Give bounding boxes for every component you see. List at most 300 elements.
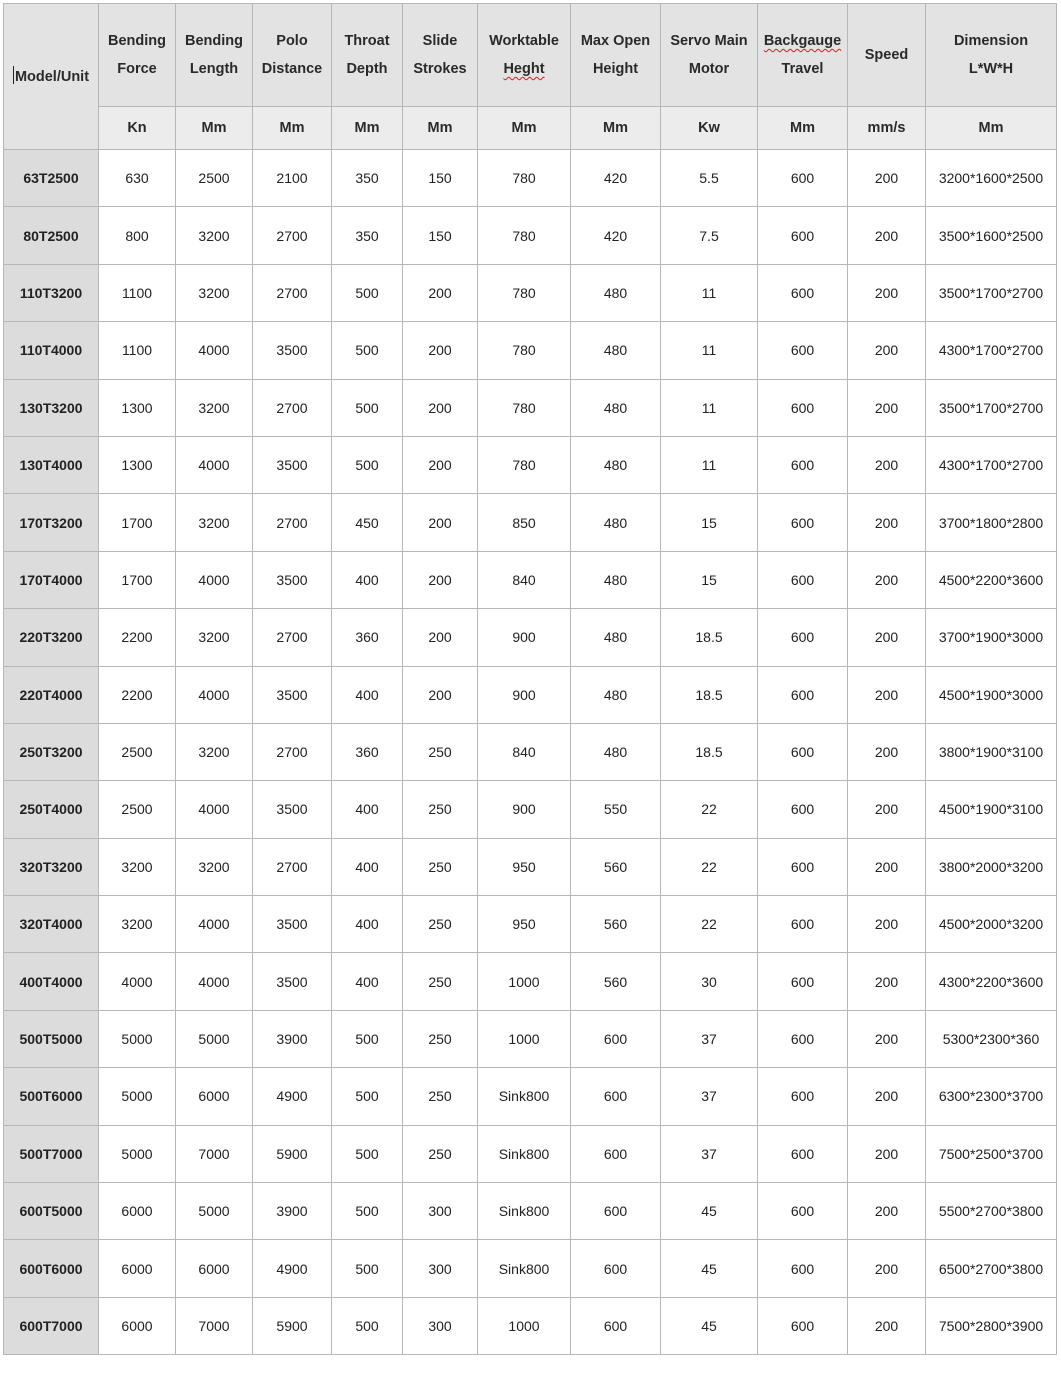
table-cell[interactable]: 560 (571, 838, 661, 895)
table-cell[interactable]: 2700 (253, 207, 332, 264)
table-cell[interactable]: 300 (403, 1240, 478, 1297)
text-cursor (13, 66, 14, 84)
table-cell[interactable]: 780 (478, 150, 571, 207)
table-cell[interactable]: 3200 (99, 896, 176, 953)
unit-cell[interactable]: Kw (661, 107, 758, 150)
table-cell[interactable]: 500 (332, 1240, 403, 1297)
table-cell[interactable]: 250 (403, 838, 478, 895)
table-cell[interactable]: 2700 (253, 264, 332, 321)
table-cell[interactable]: 45 (661, 1183, 758, 1240)
table-cell[interactable]: 400 (332, 551, 403, 608)
table-cell[interactable]: 4500*1900*3100 (926, 781, 1057, 838)
table-cell[interactable]: 500 (332, 379, 403, 436)
table-cell[interactable]: 200 (403, 609, 478, 666)
table-cell[interactable]: 6000 (176, 1068, 253, 1125)
table-cell[interactable]: 480 (571, 322, 661, 379)
table-cell[interactable]: 200 (848, 609, 926, 666)
table-cell[interactable]: 600 (758, 1297, 848, 1354)
table-cell[interactable]: 300 (403, 1183, 478, 1240)
table-cell[interactable]: 500 (332, 322, 403, 379)
table-cell[interactable]: 600 (758, 723, 848, 780)
column-header-label: Polo (276, 33, 308, 49)
table-cell[interactable]: 200 (848, 1240, 926, 1297)
table-cell[interactable]: 200 (848, 1183, 926, 1240)
table-cell[interactable]: 3200 (176, 838, 253, 895)
model-cell[interactable]: 250T4000 (4, 781, 99, 838)
table-cell[interactable]: 3200 (176, 723, 253, 780)
table-cell[interactable]: 18.5 (661, 723, 758, 780)
table-cell[interactable]: 600 (758, 436, 848, 493)
model-cell[interactable]: 220T3200 (4, 609, 99, 666)
table-cell[interactable]: 150 (403, 150, 478, 207)
table-cell[interactable]: 37 (661, 1068, 758, 1125)
model-cell[interactable]: 500T6000 (4, 1068, 99, 1125)
table-cell[interactable]: 600 (758, 207, 848, 264)
model-cell[interactable]: 63T2500 (4, 150, 99, 207)
table-cell[interactable]: 600 (758, 1010, 848, 1067)
table-cell[interactable]: 600 (571, 1183, 661, 1240)
model-cell[interactable]: 600T6000 (4, 1240, 99, 1297)
table-cell[interactable]: 600 (758, 1240, 848, 1297)
table-cell[interactable]: 600 (758, 1068, 848, 1125)
table-cell[interactable]: 1100 (99, 322, 176, 379)
table-cell[interactable]: 5900 (253, 1297, 332, 1354)
table-cell[interactable]: 780 (478, 322, 571, 379)
table-cell[interactable]: 600 (758, 1183, 848, 1240)
table-cell[interactable]: 7.5 (661, 207, 758, 264)
table-cell[interactable]: 3500 (253, 436, 332, 493)
model-cell[interactable]: 400T4000 (4, 953, 99, 1010)
table-cell[interactable]: 600 (758, 1125, 848, 1182)
table-cell[interactable]: 400 (332, 838, 403, 895)
table-cell[interactable]: 200 (848, 150, 926, 207)
column-header-label: Heght (503, 61, 545, 77)
table-cell[interactable]: 600 (571, 1125, 661, 1182)
table-row (4, 609, 1057, 666)
table-cell[interactable]: 950 (478, 896, 571, 953)
table-cell[interactable]: 2700 (253, 494, 332, 551)
column-header-label: Height (592, 61, 639, 77)
model-cell[interactable]: 110T3200 (4, 264, 99, 321)
table-cell[interactable]: 5900 (253, 1125, 332, 1182)
table-row (4, 150, 1057, 207)
table-cell[interactable]: 450 (332, 494, 403, 551)
table-cell[interactable]: 200 (848, 494, 926, 551)
table-cell[interactable]: 4500*2000*3200 (926, 896, 1057, 953)
table-cell[interactable]: 3500 (253, 666, 332, 723)
table-cell[interactable]: 3500 (253, 953, 332, 1010)
table-cell[interactable]: 200 (848, 953, 926, 1010)
table-cell[interactable]: 3200*1600*2500 (926, 150, 1057, 207)
table-cell[interactable]: 480 (571, 723, 661, 780)
table-cell[interactable]: 1700 (99, 494, 176, 551)
model-cell[interactable]: 220T4000 (4, 666, 99, 723)
table-cell[interactable]: 600 (571, 1240, 661, 1297)
table-row (4, 322, 1057, 379)
table-cell[interactable]: 560 (571, 896, 661, 953)
table-cell[interactable]: 900 (478, 666, 571, 723)
table-cell[interactable]: 800 (99, 207, 176, 264)
table-cell[interactable]: 4500*2200*3600 (926, 551, 1057, 608)
table-cell[interactable]: 3200 (176, 264, 253, 321)
table-cell[interactable]: 22 (661, 896, 758, 953)
table-cell[interactable]: 2500 (99, 781, 176, 838)
table-cell[interactable]: 6000 (176, 1240, 253, 1297)
table-cell[interactable]: 7000 (176, 1297, 253, 1354)
table-cell[interactable]: 400 (332, 781, 403, 838)
table-cell[interactable]: 840 (478, 723, 571, 780)
table-cell[interactable]: 600 (758, 666, 848, 723)
table-cell[interactable]: 500 (332, 1068, 403, 1125)
table-cell[interactable]: 2100 (253, 150, 332, 207)
table-cell[interactable]: 2200 (99, 609, 176, 666)
table-cell[interactable]: 2500 (99, 723, 176, 780)
table-cell[interactable]: 15 (661, 551, 758, 608)
model-cell[interactable]: 320T3200 (4, 838, 99, 895)
table-cell[interactable]: 200 (848, 322, 926, 379)
table-cell[interactable]: 6000 (99, 1297, 176, 1354)
table-cell[interactable]: 3200 (176, 494, 253, 551)
table-row (4, 1297, 1057, 1354)
table-cell[interactable]: 600 (571, 1068, 661, 1125)
table-cell[interactable]: 37 (661, 1010, 758, 1067)
table-cell[interactable]: Sink800 (478, 1183, 571, 1240)
table-cell[interactable]: 500 (332, 1010, 403, 1067)
table-cell[interactable]: 630 (99, 150, 176, 207)
table-cell[interactable]: 420 (571, 150, 661, 207)
model-cell[interactable]: 130T3200 (4, 379, 99, 436)
table-cell[interactable]: 250 (403, 781, 478, 838)
table-cell[interactable]: 4000 (176, 896, 253, 953)
column-header-label: Speed (864, 47, 909, 63)
unit-cell[interactable]: Mm (758, 107, 848, 150)
table-cell[interactable]: 350 (332, 150, 403, 207)
column-header-label: Force (117, 61, 157, 77)
table-cell[interactable]: 200 (403, 264, 478, 321)
model-cell[interactable]: 110T4000 (4, 322, 99, 379)
table-cell[interactable]: 560 (571, 953, 661, 1010)
table-cell[interactable]: 3500*1600*2500 (926, 207, 1057, 264)
table-cell[interactable]: 3500 (253, 896, 332, 953)
table-cell[interactable]: 4000 (176, 436, 253, 493)
table-cell[interactable]: 500 (332, 1183, 403, 1240)
table-cell[interactable]: 200 (403, 322, 478, 379)
table-cell[interactable]: 480 (571, 494, 661, 551)
model-cell[interactable]: 80T2500 (4, 207, 99, 264)
table-row (4, 666, 1057, 723)
table-cell[interactable]: 200 (848, 264, 926, 321)
column-header-label: Dimension (953, 33, 1029, 49)
column-header[interactable] (99, 4, 176, 107)
table-cell[interactable]: 3700*1800*2800 (926, 494, 1057, 551)
unit-cell[interactable]: Mm (478, 107, 571, 150)
unit-cell[interactable]: Mm (332, 107, 403, 150)
model-cell[interactable]: 130T4000 (4, 436, 99, 493)
table-cell[interactable]: 5.5 (661, 150, 758, 207)
table-cell[interactable]: 3500*1700*2700 (926, 264, 1057, 321)
table-cell[interactable]: 3500*1700*2700 (926, 379, 1057, 436)
table-cell[interactable]: 600 (758, 838, 848, 895)
table-cell[interactable]: 11 (661, 379, 758, 436)
table-cell[interactable]: 11 (661, 322, 758, 379)
table-cell[interactable]: 3700*1900*3000 (926, 609, 1057, 666)
table-cell[interactable]: 780 (478, 264, 571, 321)
table-cell[interactable]: 11 (661, 436, 758, 493)
table-cell[interactable]: 200 (403, 551, 478, 608)
column-header-label: Distance (261, 61, 323, 77)
column-header[interactable] (661, 4, 758, 107)
corner-label: Model/Unit (14, 68, 90, 85)
table-cell[interactable]: 3500 (253, 551, 332, 608)
table-cell[interactable]: 200 (848, 896, 926, 953)
table-cell[interactable]: 4000 (176, 953, 253, 1010)
table-cell[interactable]: 600 (758, 379, 848, 436)
table-cell[interactable]: 22 (661, 781, 758, 838)
table-cell[interactable]: 1000 (478, 1297, 571, 1354)
table-cell[interactable]: 200 (403, 436, 478, 493)
table-cell[interactable]: 780 (478, 207, 571, 264)
table-cell[interactable]: 200 (403, 379, 478, 436)
table-cell[interactable]: 600 (758, 551, 848, 608)
table-cell[interactable]: 4000 (176, 551, 253, 608)
table-cell[interactable]: 7500*2500*3700 (926, 1125, 1057, 1182)
model-cell[interactable]: 320T4000 (4, 896, 99, 953)
table-cell[interactable]: 420 (571, 207, 661, 264)
column-header-label: Motor (688, 61, 730, 77)
table-cell[interactable]: 360 (332, 609, 403, 666)
table-cell[interactable]: 5000 (99, 1068, 176, 1125)
corner-header-cell[interactable] (4, 4, 99, 150)
unit-cell[interactable]: Mm (926, 107, 1057, 150)
table-cell[interactable]: 3500 (253, 322, 332, 379)
table-cell[interactable]: 2700 (253, 838, 332, 895)
table-cell[interactable]: 1700 (99, 551, 176, 608)
table-cell[interactable]: 600 (758, 953, 848, 1010)
model-cell[interactable]: 600T5000 (4, 1183, 99, 1240)
table-cell[interactable]: 480 (571, 666, 661, 723)
table-cell[interactable]: 250 (403, 896, 478, 953)
table-cell[interactable]: 600 (758, 150, 848, 207)
unit-cell[interactable]: Mm (176, 107, 253, 150)
table-cell[interactable]: 45 (661, 1297, 758, 1354)
model-cell[interactable]: 500T5000 (4, 1010, 99, 1067)
table-cell[interactable]: 200 (848, 1297, 926, 1354)
column-header-label: Backgauge (763, 33, 842, 49)
table-cell[interactable]: 200 (848, 1068, 926, 1125)
table-cell[interactable]: 5000 (176, 1010, 253, 1067)
table-cell[interactable]: 6000 (99, 1240, 176, 1297)
table-cell[interactable]: 780 (478, 436, 571, 493)
table-cell[interactable]: 4000 (176, 666, 253, 723)
table-cell[interactable]: 600 (571, 1010, 661, 1067)
table-cell[interactable]: 18.5 (661, 666, 758, 723)
table-cell[interactable]: 15 (661, 494, 758, 551)
table-cell[interactable]: 500 (332, 264, 403, 321)
table-row (4, 1183, 1057, 1240)
table-cell[interactable]: 250 (403, 1125, 478, 1182)
table-cell[interactable]: 4000 (176, 781, 253, 838)
table-cell[interactable]: 4000 (99, 953, 176, 1010)
table-cell[interactable]: 7000 (176, 1125, 253, 1182)
column-header[interactable] (253, 4, 332, 107)
table-cell[interactable]: 200 (848, 1125, 926, 1182)
table-cell[interactable]: 600 (571, 1297, 661, 1354)
table-cell[interactable]: 200 (848, 436, 926, 493)
table-cell[interactable]: 3200 (176, 609, 253, 666)
table-cell[interactable]: Sink800 (478, 1068, 571, 1125)
table-row (4, 781, 1057, 838)
table-cell[interactable]: 600 (758, 494, 848, 551)
table-cell[interactable]: 250 (403, 723, 478, 780)
column-header[interactable] (176, 4, 253, 107)
table-cell[interactable]: 6000 (99, 1183, 176, 1240)
table-cell[interactable]: 37 (661, 1125, 758, 1182)
table-cell[interactable]: 350 (332, 207, 403, 264)
table-cell[interactable]: 200 (403, 666, 478, 723)
table-cell[interactable]: 400 (332, 896, 403, 953)
table-cell[interactable]: 480 (571, 551, 661, 608)
table-cell[interactable]: 480 (571, 609, 661, 666)
column-header[interactable] (758, 4, 848, 107)
table-cell[interactable]: 200 (848, 551, 926, 608)
table-cell[interactable]: 22 (661, 838, 758, 895)
unit-cell[interactable]: Mm (571, 107, 661, 150)
table-cell[interactable]: 5500*2700*3800 (926, 1183, 1057, 1240)
table-cell[interactable]: 500 (332, 1125, 403, 1182)
unit-cell[interactable]: Kn (99, 107, 176, 150)
table-cell[interactable]: 45 (661, 1240, 758, 1297)
column-header[interactable] (478, 4, 571, 107)
column-header[interactable] (332, 4, 403, 107)
table-cell[interactable]: 840 (478, 551, 571, 608)
table-cell[interactable]: 400 (332, 953, 403, 1010)
table-cell[interactable]: 5000 (99, 1125, 176, 1182)
column-header-label: Length (189, 61, 239, 77)
table-row (4, 494, 1057, 551)
table-cell[interactable]: 200 (848, 723, 926, 780)
table-cell[interactable]: 500 (332, 436, 403, 493)
model-cell[interactable]: 170T4000 (4, 551, 99, 608)
table-row (4, 1010, 1057, 1067)
column-header-label: Max Open (580, 33, 651, 49)
table-cell[interactable]: 250 (403, 1010, 478, 1067)
table-cell[interactable]: 4300*1700*2700 (926, 436, 1057, 493)
table-cell[interactable]: 3900 (253, 1183, 332, 1240)
table-cell[interactable]: 5000 (99, 1010, 176, 1067)
column-header-label: Worktable (489, 33, 559, 49)
table-cell[interactable]: 1300 (99, 436, 176, 493)
table-cell[interactable]: 4500*1900*3000 (926, 666, 1057, 723)
table-cell[interactable]: 1300 (99, 379, 176, 436)
table-cell[interactable]: 4000 (176, 322, 253, 379)
table-cell[interactable]: 500 (332, 1297, 403, 1354)
table-cell[interactable]: 3800*2000*3200 (926, 838, 1057, 895)
table-cell[interactable]: 2700 (253, 723, 332, 780)
table-cell[interactable]: 6300*2300*3700 (926, 1068, 1057, 1125)
table-cell[interactable]: 3500 (253, 781, 332, 838)
table-cell[interactable]: 600 (758, 896, 848, 953)
table-cell[interactable]: 300 (403, 1297, 478, 1354)
column-header[interactable] (848, 4, 926, 107)
unit-cell[interactable]: Mm (403, 107, 478, 150)
table-cell[interactable]: Sink800 (478, 1240, 571, 1297)
table-cell[interactable]: 30 (661, 953, 758, 1010)
table-cell[interactable]: 3900 (253, 1010, 332, 1067)
table-cell[interactable]: 3200 (176, 207, 253, 264)
table-cell[interactable]: 4300*2200*3600 (926, 953, 1057, 1010)
table-cell[interactable]: 2700 (253, 609, 332, 666)
table-cell[interactable]: 3800*1900*3100 (926, 723, 1057, 780)
table-cell[interactable]: 200 (848, 379, 926, 436)
spec-table-container (3, 3, 1057, 1355)
table-cell[interactable]: 600 (758, 264, 848, 321)
model-cell[interactable]: 170T3200 (4, 494, 99, 551)
column-header[interactable] (926, 4, 1057, 107)
unit-cell[interactable]: mm/s (848, 107, 926, 150)
table-cell[interactable]: 200 (403, 494, 478, 551)
table-cell[interactable]: 200 (848, 666, 926, 723)
table-cell[interactable]: 4900 (253, 1240, 332, 1297)
table-cell[interactable]: 600 (758, 781, 848, 838)
table-cell[interactable]: 400 (332, 666, 403, 723)
table-cell[interactable]: 550 (571, 781, 661, 838)
table-cell[interactable]: 150 (403, 207, 478, 264)
table-cell[interactable]: 4900 (253, 1068, 332, 1125)
model-cell[interactable]: 600T7000 (4, 1297, 99, 1354)
table-cell[interactable]: 480 (571, 436, 661, 493)
table-cell[interactable]: Sink800 (478, 1125, 571, 1182)
model-cell[interactable]: 500T7000 (4, 1125, 99, 1182)
table-cell[interactable]: 18.5 (661, 609, 758, 666)
table-cell[interactable]: 4300*1700*2700 (926, 322, 1057, 379)
table-cell[interactable]: 780 (478, 379, 571, 436)
table-cell[interactable]: 950 (478, 838, 571, 895)
table-cell[interactable]: 1100 (99, 264, 176, 321)
table-cell[interactable]: 6500*2700*3800 (926, 1240, 1057, 1297)
table-cell[interactable]: 200 (848, 207, 926, 264)
table-cell[interactable]: 600 (758, 322, 848, 379)
table-cell[interactable]: 5000 (176, 1183, 253, 1240)
model-cell[interactable]: 250T3200 (4, 723, 99, 780)
table-cell[interactable]: 5300*2300*360 (926, 1010, 1057, 1067)
table-cell[interactable]: 1000 (478, 953, 571, 1010)
table-cell[interactable]: 850 (478, 494, 571, 551)
table-cell[interactable]: 200 (848, 1010, 926, 1067)
table-cell[interactable]: 2700 (253, 379, 332, 436)
table-row (4, 1240, 1057, 1297)
column-header[interactable] (403, 4, 478, 107)
table-cell[interactable]: 2200 (99, 666, 176, 723)
table-cell[interactable]: 900 (478, 609, 571, 666)
table-cell[interactable]: 250 (403, 1068, 478, 1125)
table-cell[interactable]: 200 (848, 781, 926, 838)
unit-cell[interactable]: Mm (253, 107, 332, 150)
table-cell[interactable]: 250 (403, 953, 478, 1010)
table-cell[interactable]: 7500*2800*3900 (926, 1297, 1057, 1354)
table-cell[interactable]: 1000 (478, 1010, 571, 1067)
table-cell[interactable]: 11 (661, 264, 758, 321)
table-cell[interactable]: 2500 (176, 150, 253, 207)
table-cell[interactable]: 900 (478, 781, 571, 838)
table-cell[interactable]: 480 (571, 264, 661, 321)
table-cell[interactable]: 480 (571, 379, 661, 436)
table-cell[interactable]: 600 (758, 609, 848, 666)
table-cell[interactable]: 3200 (99, 838, 176, 895)
table-cell[interactable]: 200 (848, 838, 926, 895)
table-cell[interactable]: 360 (332, 723, 403, 780)
table-cell[interactable]: 3200 (176, 379, 253, 436)
column-header[interactable] (571, 4, 661, 107)
